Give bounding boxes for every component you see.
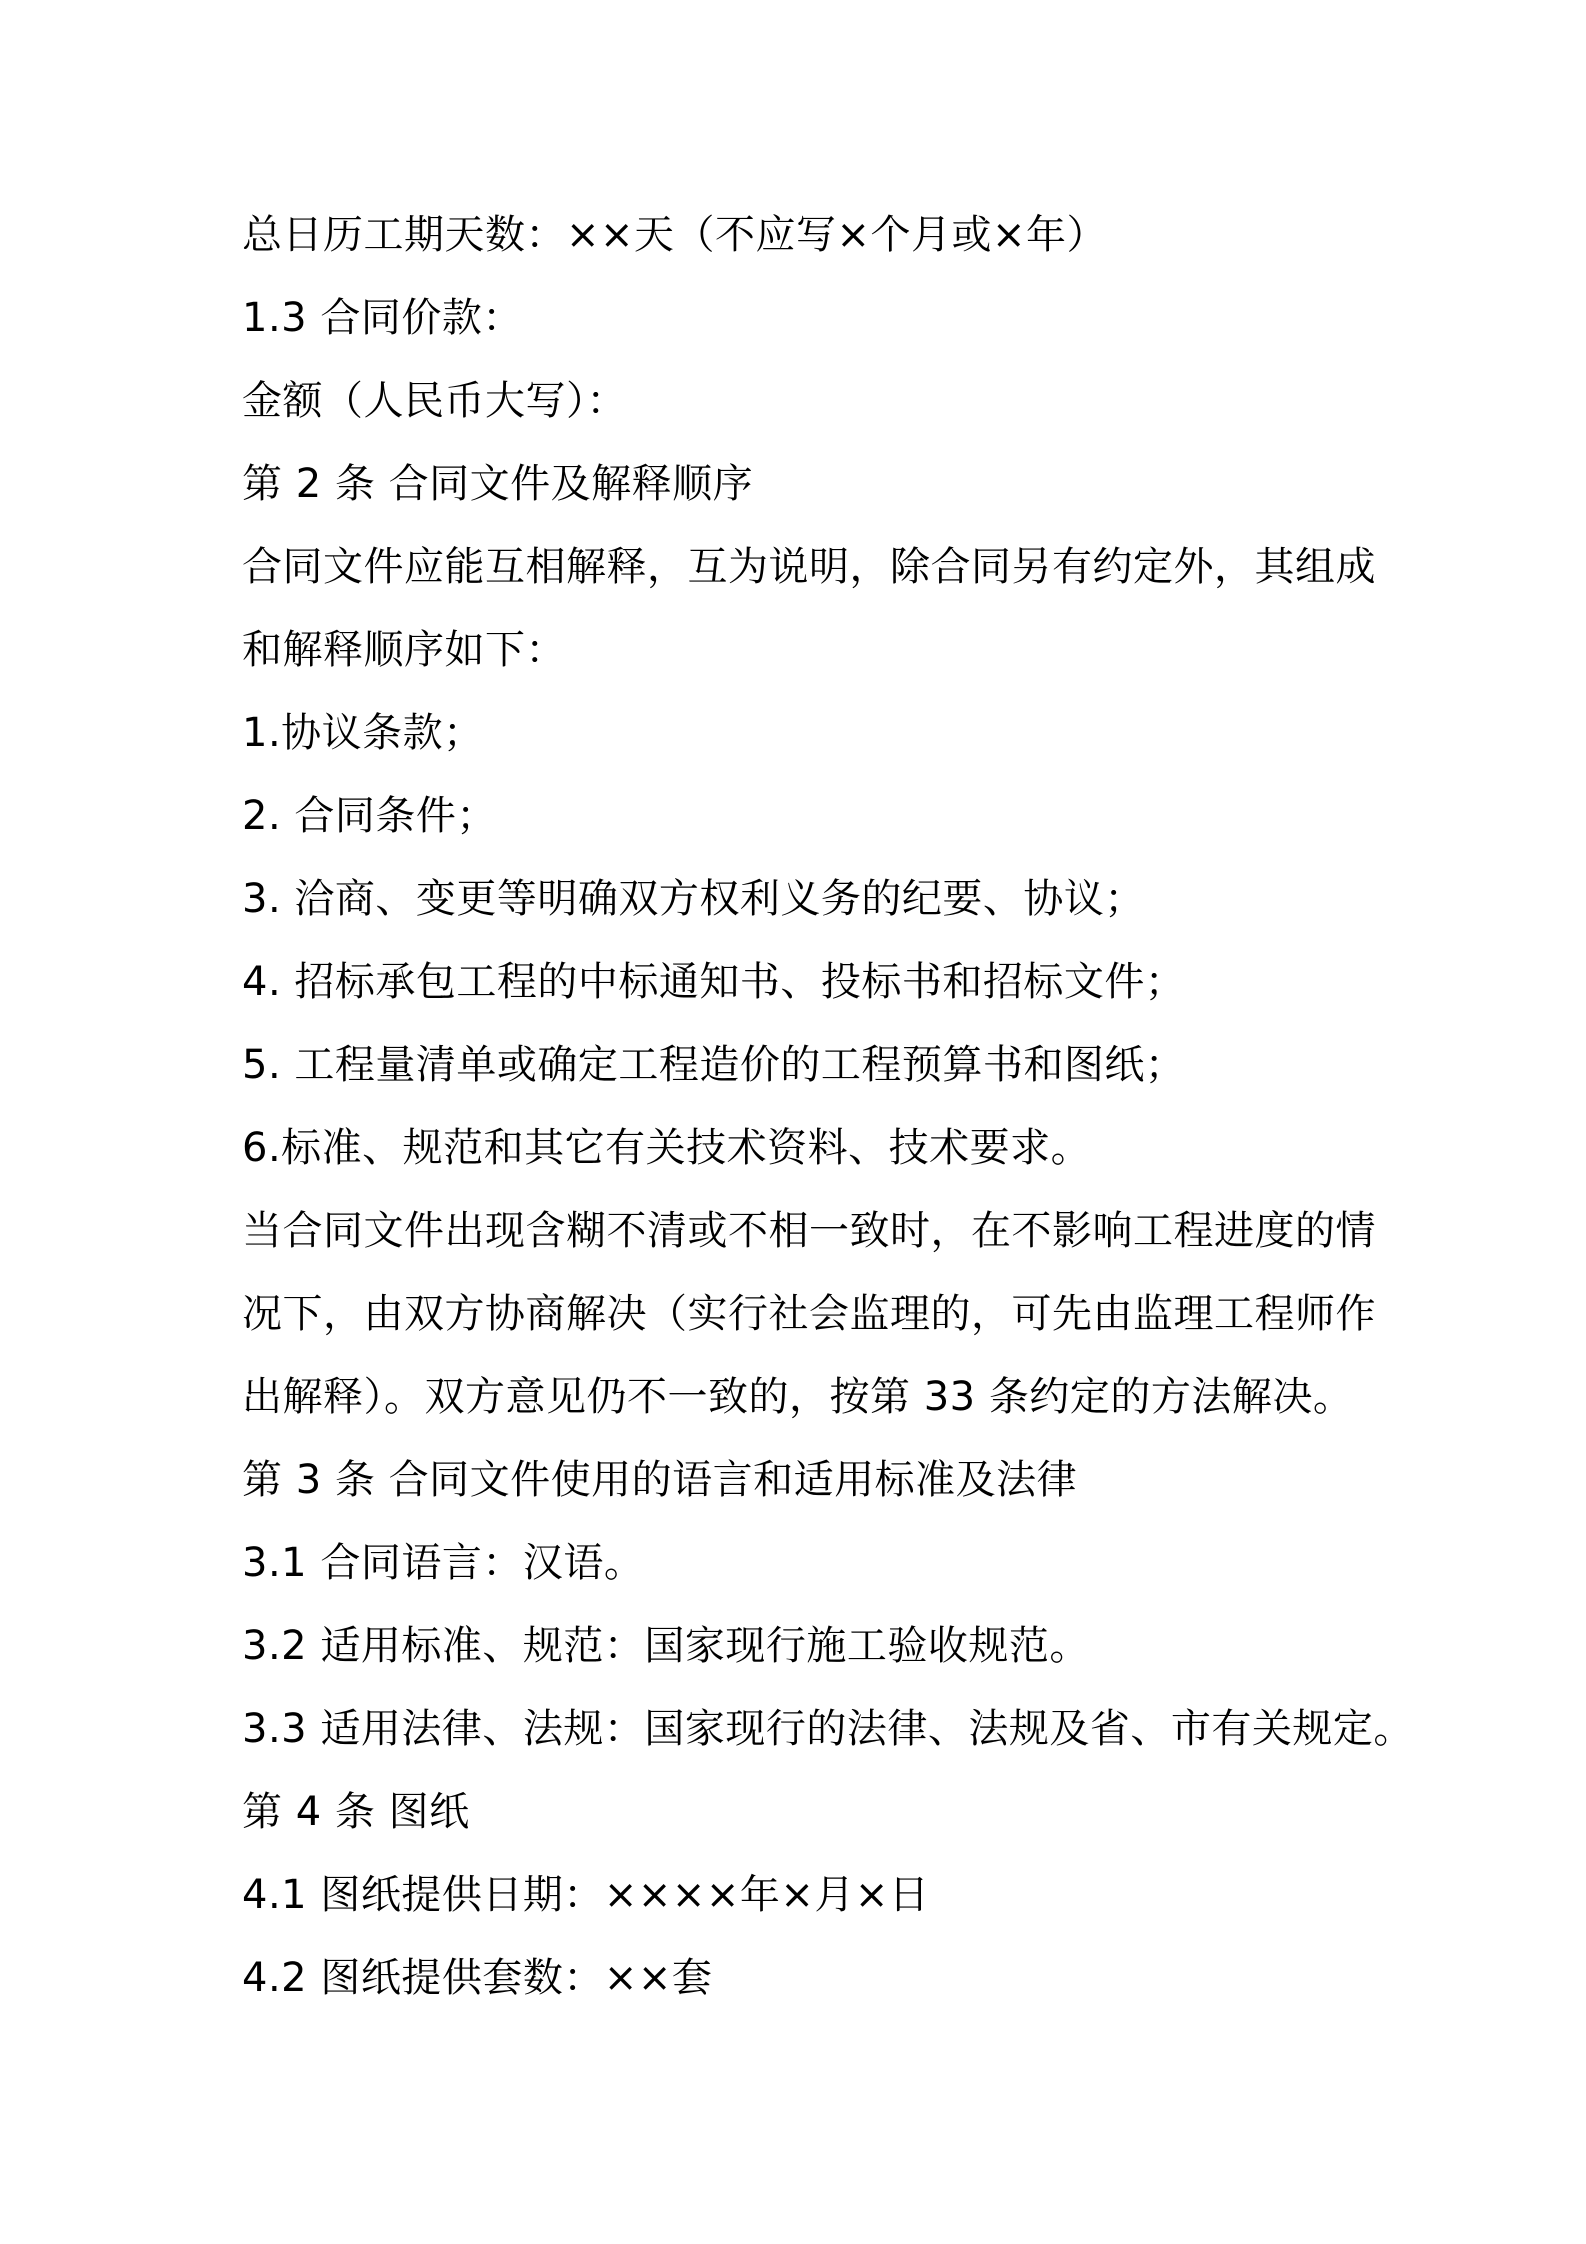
article-2-heading: 第 2 条 合同文件及解释顺序 (242, 461, 754, 507)
total-duration-line: 总日历工期天数：××天（不应写×个月或×年） (242, 212, 1108, 258)
list-item-2: 2. 合同条件； (242, 793, 497, 839)
list-item-3: 3. 洽商、变更等明确双方权利义务的纪要、协议； (242, 876, 1145, 922)
clause-3-1: 3.1 合同语言：汉语。 (242, 1540, 645, 1586)
clause-4-1: 4.1 图纸提供日期：××××年×月×日 (242, 1872, 930, 1918)
conflict-paragraph-line-3: 出解释）。双方意见仍不一致的，按第 33 条约定的方法解决。 (242, 1374, 1354, 1420)
conflict-paragraph-line-2: 况下，由双方协商解决（实行社会监理的，可先由监理工程师作 (242, 1291, 1376, 1337)
clause-3-3: 3.3 适用法律、法规：国家现行的法律、法规及省、市有关规定。 (242, 1706, 1414, 1752)
amount-line: 金额（人民币大写）： (242, 378, 627, 424)
article-4-heading: 第 4 条 图纸 (242, 1789, 470, 1835)
document-body (242, 194, 1414, 2020)
conflict-paragraph-line-1: 当合同文件出现含糊不清或不相一致时，在不影响工程进度的情 (242, 1208, 1376, 1254)
list-item-6: 6.标准、规范和其它有关技术资料、技术要求。 (242, 1125, 1092, 1171)
article-2-paragraph-line-2: 和解释顺序如下： (242, 627, 566, 673)
article-3-heading: 第 3 条 合同文件使用的语言和适用标准及法律 (242, 1457, 1078, 1503)
clause-3-2: 3.2 适用标准、规范：国家现行施工验收规范。 (242, 1623, 1090, 1669)
clause-4-2: 4.2 图纸提供套数：××套 (242, 1955, 713, 2001)
article-2-paragraph-line-1: 合同文件应能互相解释，互为说明，除合同另有约定外，其组成 (242, 544, 1376, 590)
list-item-5: 5. 工程量清单或确定工程造价的工程预算书和图纸； (242, 1042, 1186, 1088)
list-item-4: 4. 招标承包工程的中标通知书、投标书和招标文件； (242, 959, 1186, 1005)
contract-price-heading: 1.3 合同价款： (242, 295, 523, 341)
list-item-1: 1.协议条款； (242, 710, 484, 756)
